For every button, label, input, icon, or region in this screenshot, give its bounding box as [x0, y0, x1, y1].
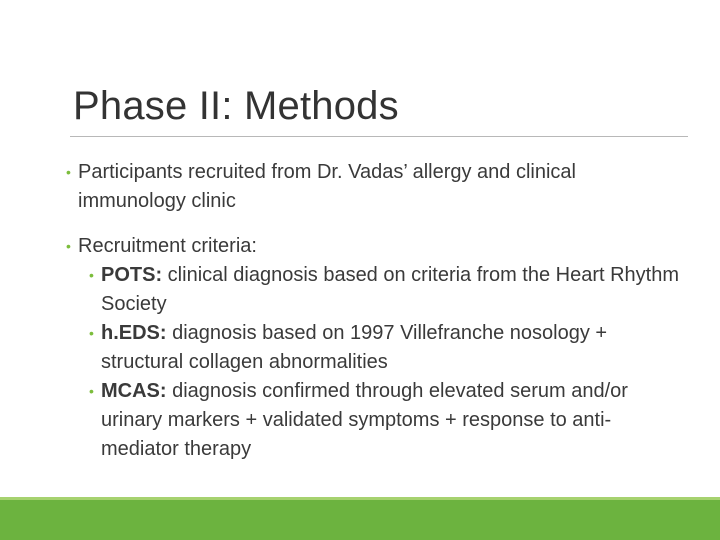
bullet-dot-icon: • — [89, 325, 94, 341]
slide-title: Phase II: Methods — [73, 84, 399, 128]
sub-bullet-heds — [58, 319, 688, 377]
footer-accent-bar — [0, 500, 720, 540]
bullet-dot-icon: • — [66, 238, 71, 254]
bullet-participants — [58, 158, 688, 216]
bullet-dot-icon: • — [66, 164, 71, 180]
bullet-dot-icon: • — [89, 383, 94, 399]
sub-bullet-label: POTS: — [101, 264, 163, 286]
bullet-text: Participants recruited from Dr. Vadas’ allergy and clinical immunology clinic — [78, 161, 576, 212]
sub-bullet-label: MCAS: — [101, 380, 167, 402]
sub-bullet-pots — [58, 261, 688, 319]
bullet-text: Recruitment criteria: — [78, 235, 257, 257]
title-divider — [70, 136, 688, 137]
sub-bullet-text: diagnosis confirmed through elevated serum and/or urinary markers + validated symptoms + response to anti-mediator therapy — [101, 380, 628, 460]
sub-bullet-label: h.EDS: — [101, 322, 167, 344]
slide-body — [58, 158, 688, 464]
sub-bullet-text: clinical diagnosis based on criteria from the Heart Rhythm Society — [101, 264, 680, 315]
bullet-recruitment-criteria — [58, 232, 688, 261]
bullet-dot-icon: • — [89, 267, 94, 283]
sub-bullet-text: diagnosis based on 1997 Villefranche nosology + structural collagen abnormalities — [101, 322, 608, 373]
sub-bullet-mcas — [58, 377, 688, 464]
